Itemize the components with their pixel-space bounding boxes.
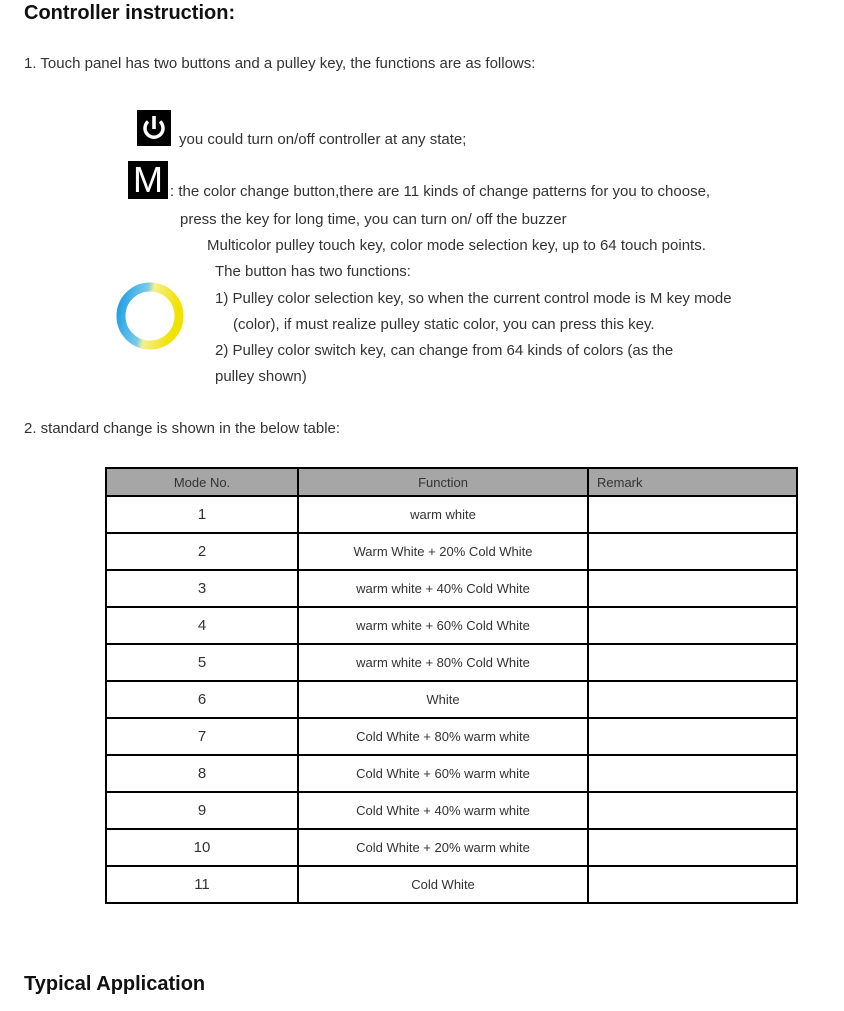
mode-function: Cold White xyxy=(298,866,588,903)
mode-remark xyxy=(588,681,797,718)
mode-number: 1 xyxy=(106,496,298,533)
table-row xyxy=(106,496,797,533)
header-mode-no: Mode No. xyxy=(106,468,298,496)
mode-function: Cold White + 20% warm white xyxy=(298,829,588,866)
mode-number: 4 xyxy=(106,607,298,644)
pulley-description-2: The button has two functions: xyxy=(215,263,411,280)
pulley-ring-icon xyxy=(113,281,187,351)
mode-number: 10 xyxy=(106,829,298,866)
table-row xyxy=(106,644,797,681)
mode-function: warm white + 40% Cold White xyxy=(298,570,588,607)
table-row xyxy=(106,570,797,607)
mode-remark xyxy=(588,607,797,644)
table-row xyxy=(106,866,797,903)
mode-table xyxy=(105,467,798,904)
mode-remark xyxy=(588,829,797,866)
mode-function: Warm White + 20% Cold White xyxy=(298,533,588,570)
mode-remark xyxy=(588,792,797,829)
mode-remark xyxy=(588,718,797,755)
table-header-row xyxy=(106,468,797,496)
table-row xyxy=(106,755,797,792)
mode-number: 2 xyxy=(106,533,298,570)
mode-remark xyxy=(588,866,797,903)
header-remark: Remark xyxy=(588,468,797,496)
mode-remark xyxy=(588,644,797,681)
mode-number: 5 xyxy=(106,644,298,681)
m-key-icon: M xyxy=(128,161,168,199)
page-title: Controller instruction: xyxy=(24,2,236,24)
mode-number: 3 xyxy=(106,570,298,607)
table-row xyxy=(106,533,797,570)
power-icon xyxy=(137,110,171,146)
mode-function: warm white + 60% Cold White xyxy=(298,607,588,644)
table-row xyxy=(106,681,797,718)
pulley-description-5: 2) Pulley color switch key, can change from 64 kinds of colors (as the xyxy=(215,342,674,359)
power-description: you could turn on/off controller at any state; xyxy=(179,131,467,148)
mode-function: Cold White + 40% warm white xyxy=(298,792,588,829)
m-key-description-2: press the key for long time, you can turn on/ off the buzzer xyxy=(180,211,567,228)
pulley-description-6: pulley shown) xyxy=(215,368,307,385)
touch-panel-text: 1. Touch panel has two buttons and a pulley key, the functions are as follows: xyxy=(24,55,536,72)
mode-function: warm white xyxy=(298,496,588,533)
mode-remark xyxy=(588,570,797,607)
mode-remark xyxy=(588,533,797,570)
mode-number: 6 xyxy=(106,681,298,718)
header-function: Function xyxy=(298,468,588,496)
table-row xyxy=(106,829,797,866)
pulley-description-4: (color), if must realize pulley static color, you can press this key. xyxy=(233,316,655,333)
pulley-description-3: 1) Pulley color selection key, so when the current control mode is M key mode xyxy=(215,290,732,307)
mode-number: 7 xyxy=(106,718,298,755)
mode-function: warm white + 80% Cold White xyxy=(298,644,588,681)
mode-number: 11 xyxy=(106,866,298,903)
table-row xyxy=(106,792,797,829)
mode-function: Cold White + 80% warm white xyxy=(298,718,588,755)
table-row xyxy=(106,607,797,644)
pulley-description-1: Multicolor pulley touch key, color mode selection key, up to 64 touch points. xyxy=(207,237,706,254)
mode-number: 8 xyxy=(106,755,298,792)
mode-function: Cold White + 60% warm white xyxy=(298,755,588,792)
table-row xyxy=(106,718,797,755)
mode-function: White xyxy=(298,681,588,718)
mode-remark xyxy=(588,496,797,533)
mode-remark xyxy=(588,755,797,792)
table-intro-text: 2. standard change is shown in the below table: xyxy=(24,420,341,437)
mode-number: 9 xyxy=(106,792,298,829)
section-title-typical-application: Typical Application xyxy=(24,973,206,995)
m-key-description-1: : the color change button,there are 11 kinds of change patterns for you to choose, xyxy=(170,183,711,200)
